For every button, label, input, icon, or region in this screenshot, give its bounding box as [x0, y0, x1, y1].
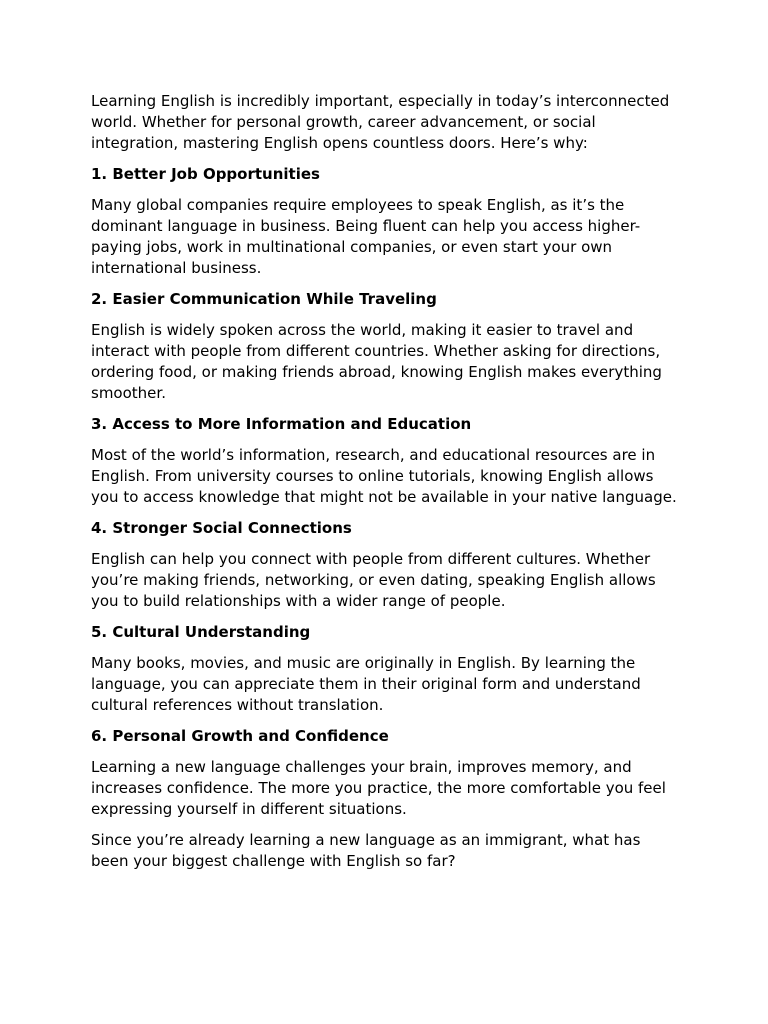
section-heading-cultural-understanding: 5. Cultural Understanding — [91, 623, 311, 641]
section-heading-job-opportunities: 1. Better Job Opportunities — [91, 165, 320, 183]
document-page — [91, 91, 681, 882]
section-body-social-connections: English can help you connect with people from different cultures. Whether you’re making friends, networking, or even dating, speaking English allows you to build relationships with a wider range of people. — [91, 550, 656, 610]
section-heading-information-education: 3. Access to More Information and Education — [91, 415, 472, 433]
section-heading-social-connections: 4. Stronger Social Connections — [91, 519, 352, 537]
section-heading-personal-growth: 6. Personal Growth and Confidence — [91, 727, 389, 745]
closing-paragraph: Since you’re already learning a new language as an immigrant, what has been your biggest challenge with English so far? — [91, 831, 641, 870]
section-heading-communication: 2. Easier Communication While Traveling — [91, 290, 437, 308]
section-body-information-education: Most of the world’s information, research, and educational resources are in English. From university courses to online tutorials, knowing English allows you to access knowledge that might not be available in your native language. — [91, 446, 677, 506]
section-body-communication: English is widely spoken across the world, making it easier to travel and interact with people from different countries. Whether asking for directions, ordering food, or making friends abroad, knowing English makes everything smoother. — [91, 321, 662, 402]
intro-paragraph: Learning English is incredibly important, especially in today’s interconnected world. Whether for personal growth, career advancement, or social integration, mastering English opens countless doors. Here’s why: — [91, 92, 670, 152]
section-body-personal-growth: Learning a new language challenges your brain, improves memory, and increases confidence. The more you practice, the more comfortable you feel expressing yourself in different situations. — [91, 758, 666, 818]
section-body-job-opportunities: Many global companies require employees to speak English, as it’s the dominant language in business. Being fluent can help you access higher-paying jobs, work in multinational companies, or even start your own international business. — [91, 196, 641, 277]
section-body-cultural-understanding: Many books, movies, and music are originally in English. By learning the language, you can appreciate them in their original form and understand cultural references without translation. — [91, 654, 641, 714]
